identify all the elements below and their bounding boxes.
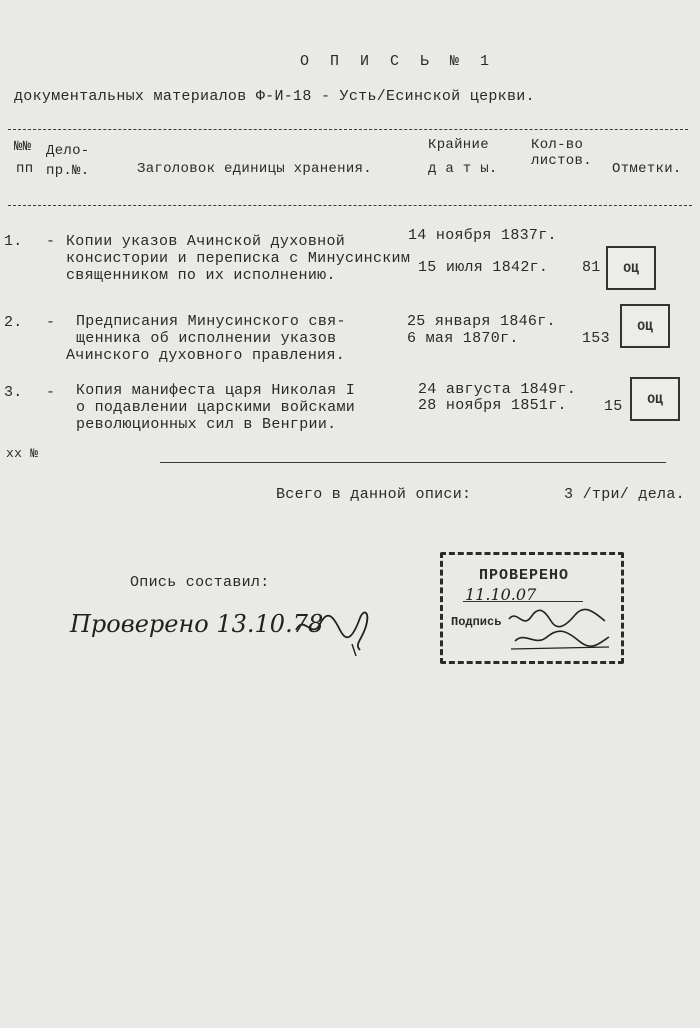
header-marks: Отметки. — [612, 161, 682, 177]
row3-title-line3: революционных сил в Венгрии. — [76, 416, 337, 433]
handwritten-check: Проверено 13.10.78 — [70, 610, 324, 638]
row3-date-start: 24 августа 1849г. — [418, 381, 577, 398]
verification-stamp — [440, 552, 624, 664]
row2-title-line3: Ачинского духовного правления. — [66, 347, 346, 364]
row2-title-line2: щенника об исполнении указов — [76, 330, 337, 347]
header-dates-top: Крайние — [428, 137, 489, 153]
stamp-signature-label: Подпись — [451, 615, 502, 629]
header-sheets-bottom: листов. — [531, 153, 592, 169]
divider-header — [8, 205, 692, 206]
header-case-top: Дело- — [46, 143, 90, 159]
row1-case: - — [46, 233, 56, 250]
row1-mark-stamp — [606, 246, 656, 290]
total-value: 3 /три/ дела. — [564, 486, 685, 503]
row3-case: - — [46, 384, 56, 401]
header-num-bottom: пп — [16, 161, 34, 177]
end-mark: хх № — [6, 446, 39, 461]
header-dates-bottom: д а т ы. — [428, 161, 498, 177]
row2-case: - — [46, 314, 56, 331]
total-label: Всего в данной описи: — [276, 486, 472, 503]
row1-date-start: 14 ноября 1837г. — [408, 227, 557, 244]
row3-sheets: 15 — [604, 398, 623, 415]
page-subtitle: документальных материалов Ф-И-18 - Усть/Есинской церкви. — [14, 88, 535, 105]
row1-title-line1: Копии указов Ачинской духовной — [66, 233, 346, 250]
header-sheets-top: Кол-во — [531, 137, 584, 153]
row2-sheets: 153 — [582, 330, 610, 347]
row1-num: 1. — [4, 233, 23, 250]
divider-top — [8, 129, 688, 130]
row1-date-end: 15 июля 1842г. — [418, 259, 549, 276]
header-num-top: №№ — [14, 139, 32, 155]
row1-title-line2: консистории и переписка с Минусинским — [66, 250, 411, 267]
row1-sheets: 81 — [582, 259, 601, 276]
row3-num: 3. — [4, 384, 23, 401]
row2-mark-stamp — [620, 304, 670, 348]
divider-end — [160, 462, 666, 463]
header-case-bottom: пр.№. — [46, 163, 90, 179]
row1-title-line3: священником по их исполнению. — [66, 267, 336, 284]
row3-title-line2: о подавлении царскими войсками — [76, 399, 356, 416]
handwritten-signature — [290, 600, 380, 660]
row2-num: 2. — [4, 314, 23, 331]
row3-mark-stamp — [630, 377, 680, 421]
row3-mark: ОЦ — [647, 391, 663, 407]
row2-mark: ОЦ — [637, 318, 653, 334]
stamp-date-line — [463, 601, 583, 602]
row3-date-end: 28 ноября 1851г. — [418, 397, 567, 414]
row2-title-line1: Предписания Минусинского свя- — [76, 313, 346, 330]
row1-mark: ОЦ — [623, 260, 639, 276]
composed-label: Опись составил: — [130, 574, 270, 591]
stamp-signature — [505, 607, 615, 653]
page-title: О П И С Ь № 1 — [300, 53, 496, 70]
row3-title-line1: Копия манифеста царя Николая I — [76, 382, 356, 399]
stamp-date: 11.10.07 — [465, 585, 537, 604]
stamp-title: ПРОВЕРЕНО — [479, 567, 570, 584]
row2-date-start: 25 января 1846г. — [407, 313, 556, 330]
header-heading: Заголовок единицы хранения. — [137, 161, 372, 177]
row2-date-end: 6 мая 1870г. — [407, 330, 519, 347]
